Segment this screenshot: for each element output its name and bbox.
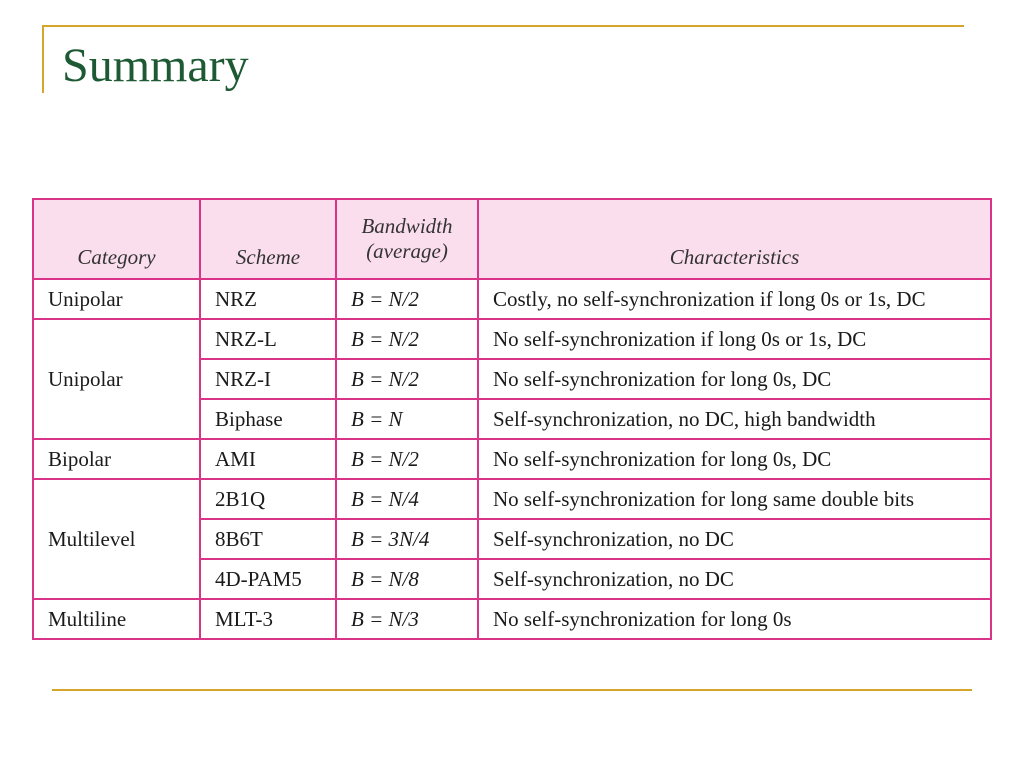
bandwidth-cell: B = N	[336, 399, 478, 439]
bandwidth-cell: B = N/4	[336, 479, 478, 519]
header-category: Category	[33, 199, 200, 279]
characteristics-cell: No self-synchronization for long 0s, DC	[478, 439, 991, 479]
table-header-row	[33, 199, 991, 279]
table-row	[33, 599, 991, 639]
category-cell: Bipolar	[33, 439, 200, 479]
characteristics-cell: Costly, no self-synchronization if long 0s or 1s, DC	[478, 279, 991, 319]
scheme-cell: 8B6T	[200, 519, 336, 559]
scheme-cell: MLT-3	[200, 599, 336, 639]
characteristics-cell: No self-synchronization for long same double bits	[478, 479, 991, 519]
top-rule	[42, 25, 964, 27]
table-row	[33, 279, 991, 319]
scheme-cell: NRZ-L	[200, 319, 336, 359]
header-scheme: Scheme	[200, 199, 336, 279]
scheme-cell: NRZ	[200, 279, 336, 319]
bandwidth-cell: B = N/2	[336, 359, 478, 399]
table-row	[33, 319, 991, 359]
category-cell: Unipolar	[33, 279, 200, 319]
header-bandwidth-line1: Bandwidth	[361, 214, 453, 238]
characteristics-cell: Self-synchronization, no DC, high bandwidth	[478, 399, 991, 439]
bandwidth-cell: B = N/2	[336, 319, 478, 359]
bandwidth-cell: B = N/2	[336, 439, 478, 479]
characteristics-cell: Self-synchronization, no DC	[478, 559, 991, 599]
characteristics-cell: No self-synchronization for long 0s	[478, 599, 991, 639]
bandwidth-cell: B = N/8	[336, 559, 478, 599]
scheme-cell: AMI	[200, 439, 336, 479]
bandwidth-cell: B = 3N/4	[336, 519, 478, 559]
header-characteristics: Characteristics	[478, 199, 991, 279]
table-row	[33, 439, 991, 479]
characteristics-cell: No self-synchronization for long 0s, DC	[478, 359, 991, 399]
left-rule	[42, 25, 44, 93]
category-cell: Multilevel	[33, 479, 200, 599]
scheme-cell: 2B1Q	[200, 479, 336, 519]
characteristics-cell: No self-synchronization if long 0s or 1s, DC	[478, 319, 991, 359]
category-cell: Multiline	[33, 599, 200, 639]
header-bandwidth	[336, 199, 478, 279]
scheme-cell: Biphase	[200, 399, 336, 439]
table-row	[33, 479, 991, 519]
summary-table	[32, 198, 992, 640]
scheme-cell: 4D-PAM5	[200, 559, 336, 599]
bottom-rule	[52, 689, 972, 691]
bandwidth-cell: B = N/3	[336, 599, 478, 639]
characteristics-cell: Self-synchronization, no DC	[478, 519, 991, 559]
header-bandwidth-line2: (average)	[366, 239, 448, 263]
slide-title: Summary	[62, 39, 249, 92]
scheme-cell: NRZ-I	[200, 359, 336, 399]
bandwidth-cell: B = N/2	[336, 279, 478, 319]
category-cell: Unipolar	[33, 319, 200, 439]
